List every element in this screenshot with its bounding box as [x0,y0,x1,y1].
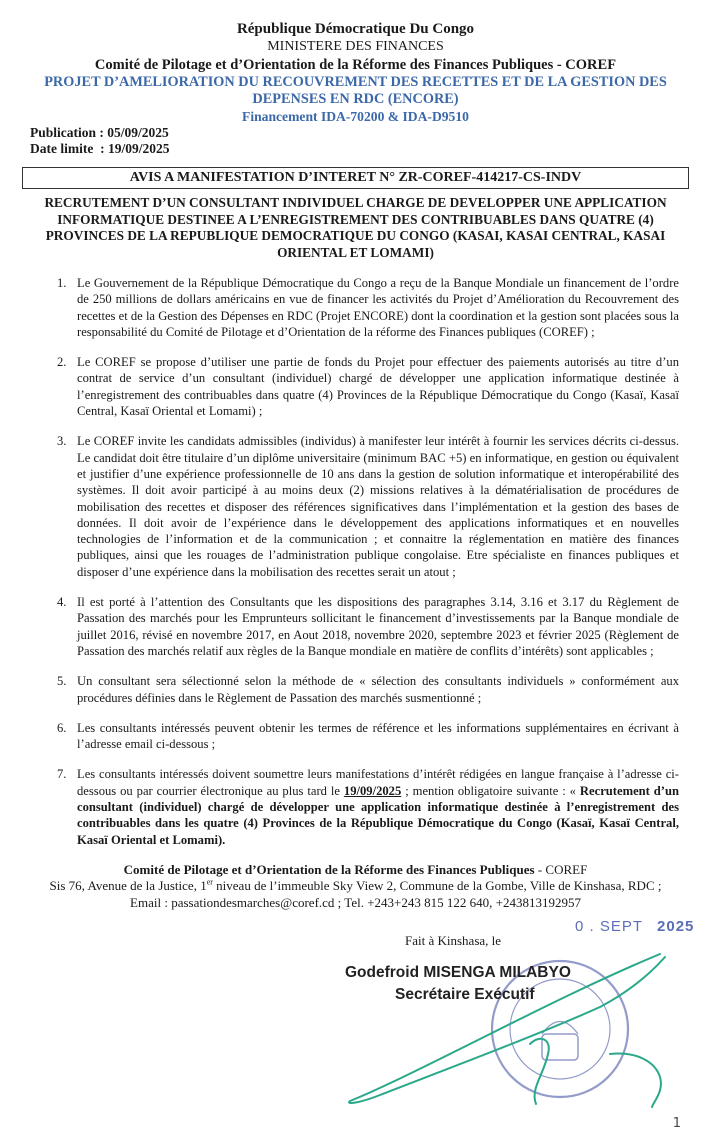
item-number: 7. [57,767,67,782]
item-text: Le COREF invite les candidats admissibles (individus) à manifester leur intérêt à fournir les services décrits ci-dessus. Le candidat doit être titulaire d’un diplôme universitaire (minimum BAC +5) en informatique, en gestion ou équivalent et justifier d’une expérience professionnelle de 10 ans dans la gestion de solution informatique et interopérabilité des systèmes. Il doit avoir participé à au moins deux (2) missions relatives à la dématérialisation de procédures de mobilisation des recettes et disposer des références significatives dans l’implémentation et la gestion des bases de données. Il doit avoir de l’expérience dans le développement des applications informatiques et en nouvelles technologies de l’information et de la communication ; et connaitre la réglementation en matière des finances publiques, ainsi que les rouages de l’administration publique congolaise. Etre spécialiste en finances publiques et disposer d’une expérience dans la mobilisation des recettes serait un atout ; [77,434,679,579]
item-7-text-after: ; mention obligatoire suivante : « [405,783,576,798]
list-item-7 [57,766,679,847]
signature-block [0,919,711,1109]
list-item-3 [57,433,679,580]
footer-committee-suffix: - COREF [537,861,588,877]
list-item-4 [57,594,679,659]
header-committee: Comité de Pilotage et d’Orientation de la Réforme des Finances Publiques - COREF [94,57,617,73]
item-text: Un consultant sera sélectionné selon la méthode de « sélection des consultants individuels » conformément aux procédures définies dans le Règlement de Passation des marchés susmentionné ; [77,674,679,705]
item-7-deadline: 19/09/2025 [343,783,402,798]
deadline-row: Date limite : 19/09/2025 [30,141,170,156]
item-number: 2. [57,355,67,370]
list-item-1 [57,275,679,340]
list-item-2 [57,354,679,419]
footer-address [0,878,711,895]
stamp-emblem [542,1034,578,1060]
notice-title: AVIS A MANIFESTATION D’INTERET N° ZR-COREF-414217-CS-INDV [22,167,689,189]
publication-row: Publication : 05/09/2025 [30,125,169,140]
signatory-name: Godefroid MISENGA MILABYO [345,964,571,982]
item-number: 5. [57,674,67,689]
item-text: Les consultants intéressés peuvent obtenir les termes de référence et les informations supplémentaires en écrivant à l’adresse email ci-dessous ; [77,720,679,752]
item-text: Le Gouvernement de la République Démocratique du Congo a reçu de la Banque Mondiale un financement de l’ordre de 250 millions de dollars américains en vue de financer les activités du Projet d’Amélioration du Recouvrement des recettes et de la Gestion des Dépenses en RDC (Projet ENCORE) dont la coordination et la gestion sont placées sous la responsabilité du Comité de Pilotage et d’Orientation de la réforme des Finances publiques (COREF) ; [77,276,679,339]
address-sup: er [206,878,213,888]
publication-label: Publication [30,125,97,140]
address-part-2: niveau de l’immeuble Sky View 2, Commune de la Gombe, Ville de Kinshasa, RDC ; [216,878,662,894]
publication-date: 05/09/2025 [107,125,169,140]
page-number: 1 [672,1116,681,1132]
address-part-1: Sis 76, Avenue de la Justice, 1 [49,878,207,894]
received-date-stamp [575,919,694,935]
signatory-title: Secrétaire Exécutif [395,986,535,1004]
footer-committee-name: Comité de Pilotage et d’Orientation de la Réforme des Finances Publiques [123,861,535,877]
header-financing: Financement IDA-70200 & IDA-D9510 [242,109,469,124]
header-ministry: MINISTERE DES FINANCES [267,39,444,54]
item-text: Il est porté à l’attention des Consultants que les dispositions des paragraphes 3.14, 3.16 et 3.17 du Règlement de Passation des marchés pour les Emprunteurs sollicitant le financement d’investissements par la Banque mondiale de juillet 2016, révisé en novembre 2017, en Aout 2018, novembre 2020, septembre 2023 et février 2025 (Règlement de Passation des marchés relatif aux règles de la Banque mondiale en matière de conflits d’intérêts) sont applicables ; [77,595,679,658]
notice-subject: RECRUTEMENT D’UN CONSULTANT INDIVIDUEL CHARGE DE DEVELOPPER UNE APPLICATION INFORMATIQUE DESTINEE A L’ENREGISTREMENT DES CONTRIBUABLES DANS QUATRE (4) PROVINCES DE LA REPUBLIQUE DEMOCRATIQUE DU CONGO (KASAI, KASAI CENTRAL, KASAI ORIENTAL ET LOMAMI) [44,195,667,260]
deadline-label: Date limite [30,141,94,156]
header-republic: République Démocratique Du Congo [236,21,475,37]
item-text [77,766,679,847]
item-number: 1. [57,276,67,290]
stamp-date-month: 0 . SEPT [575,918,644,936]
numbered-list [0,275,711,848]
deadline-date: 19/09/2025 [107,141,170,156]
footer-contact: Email : passationdesmarches@coref.cd ; Tel. +243+243 815 122 640, +243813192957 [130,894,581,910]
item-number: 3. [57,434,67,449]
header-project: PROJET D’AMELIORATION DU RECOUVREMENT DES RECETTES ET DE LA GESTION DES DEPENSES EN RDC (ENCORE) [44,74,667,107]
item-number: 6. [57,720,67,735]
list-item-5 [57,673,679,706]
item-number: 4. [57,595,67,610]
item-7-text-before: Les consultants intéressés doivent soumettre leurs manifestations d’intérêt rédigées en langue française à l’adresse ci-dessous ou par courrier électronique au plus tard le [77,767,679,798]
place-date: Fait à Kinshasa, le [405,933,502,949]
item-7-mandatory-mention: Recrutement d’un consultant (individuel) chargé de développer une application informatique destinée à l’enregistrement des contribuables dans les quatre (4) Provinces de la République Démocratique du Congo (Kasaï, Kasaï Central, Kasaï Oriental et Lomami). [77,783,679,847]
stamp-date-year: 2025 [657,918,695,936]
item-text: Le COREF se propose d’utiliser une partie de fonds du Projet pour effectuer des paiements autorisés au titre d’un contrat de service d’un consultant (individuel) chargé de développer une application informatique destinée à l’enregistrement des contribuables dans quatre (4) Provinces de la République Démocratique du Congo (Kasaï, Kasaï Central, Kasaï Oriental et Lomami) ; [77,355,679,419]
footer-committee [0,862,711,879]
publication-dates [30,125,711,157]
stamp-emblem-crest [542,1022,578,1035]
list-item-6 [57,720,679,753]
